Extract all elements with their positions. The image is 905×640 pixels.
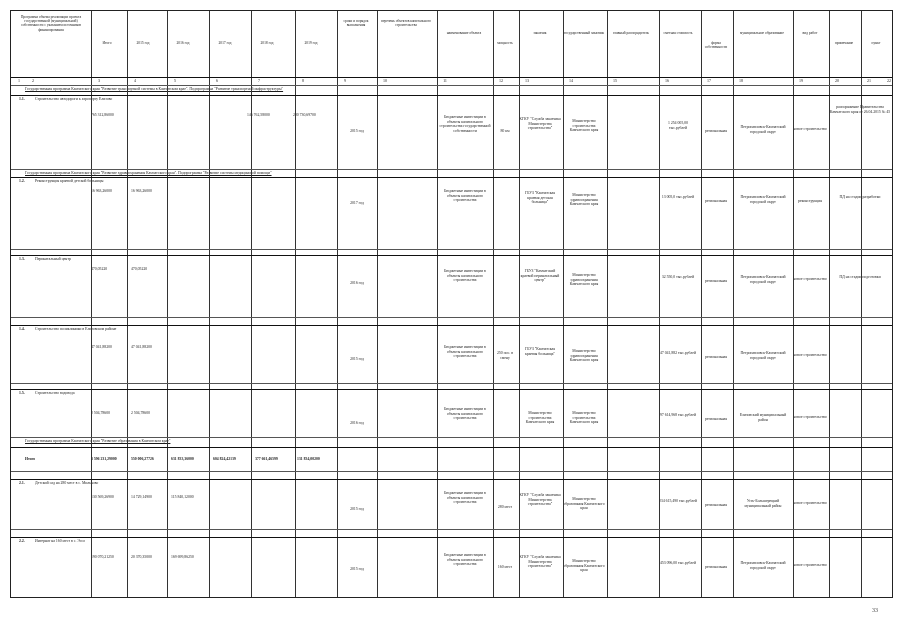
totals-2016: 631 833,36000 xyxy=(171,457,194,461)
row-rule xyxy=(11,437,892,438)
cell-what: Бюджетные инвестиции в объекты капитального строительства xyxy=(444,345,486,359)
header-col-2018: 2018 год xyxy=(260,41,274,45)
column-rule xyxy=(793,11,794,597)
cell-customer: КГКУ "Служба заказчика Министерства строительства" xyxy=(519,493,561,507)
header-col-work-type: вид работ xyxy=(802,31,818,35)
cell-customer: ГБУЗ "Камчатская краевая больница" xyxy=(525,347,555,356)
header-col-2019: 2019 год xyxy=(304,41,318,45)
header-col-power: мощность xyxy=(497,41,513,45)
header-col-state-customer: государственный заказчик xyxy=(563,31,605,35)
cell-mo: Петропавловск-Камчатский городской округ xyxy=(740,275,786,284)
row-rule xyxy=(11,77,892,78)
column-rule xyxy=(377,11,378,597)
cell-note: ПД на стадии подготовки xyxy=(839,275,881,279)
row-name: Строительство автодороги к аэропорту Елизово xyxy=(35,97,113,101)
row-name: Строительство водовода xyxy=(35,391,75,395)
cell-ministry: Министерство образования Камчатского края xyxy=(563,559,605,573)
row-rule xyxy=(11,85,892,86)
row-number: 1.5. xyxy=(19,391,25,395)
cell-customer: Министерство строительства Камчатского края xyxy=(525,411,555,425)
column-number: 22 xyxy=(887,78,891,83)
column-number: 14 xyxy=(569,78,573,83)
row-rule xyxy=(11,95,892,96)
header-col-schedule: сроки и порядок выполнения xyxy=(343,19,369,28)
column-number: 20 xyxy=(835,78,839,83)
row-rule xyxy=(11,317,892,318)
cell-kind: новое строительство xyxy=(793,415,827,419)
totals-2018: 377 661,46599 xyxy=(255,457,278,461)
cell-2015: 2 504,78600 xyxy=(131,411,150,415)
column-rule xyxy=(127,11,128,597)
column-number: 15 xyxy=(613,78,617,83)
column-number: 12 xyxy=(499,78,503,83)
row-name: Детский сад на 280 мест в с. Мильково xyxy=(35,481,99,485)
cell-ministry: Министерство здравоохранения Камчатского края xyxy=(569,349,599,363)
cell-form: региональная xyxy=(705,279,727,283)
cell-note: распоряжение Правительства Камчатского края от 26.04.2015 № 45 xyxy=(829,105,891,114)
column-rule xyxy=(251,11,252,597)
row-name: Реконструкция краевой детской больницы xyxy=(35,179,104,183)
column-rule xyxy=(607,11,608,597)
cell-year: 2016 год xyxy=(350,421,364,425)
cell-2016: 169 699,86250 xyxy=(171,555,194,559)
row-rule xyxy=(11,383,892,384)
column-number: 16 xyxy=(665,78,669,83)
cell-year: 2015 год xyxy=(350,567,364,571)
cell-total: 47 041,88200 xyxy=(91,345,112,349)
cell-power: 280 мест xyxy=(497,505,513,509)
cell-year: 2017 год xyxy=(350,201,364,205)
row-number: 1.4. xyxy=(19,327,25,331)
column-rule xyxy=(167,11,168,597)
column-number: 5 xyxy=(174,78,176,83)
cell-customer: ГБУЗ "Камчатская краевая детская больница" xyxy=(525,191,555,205)
header-col-total: Итого xyxy=(102,41,112,45)
cell-ministry: Министерство здравоохранения Камчатского края xyxy=(569,273,599,287)
cell-mo: Петропавловск-Камчатский городской округ xyxy=(740,351,786,360)
cell-total: 130 569,26900 xyxy=(91,495,114,499)
section-title: Государственная программа Камчатского края "Развитие транспортной системы в Камчатском крае". Подпрограмма "Развитие транспортной инфраструктуры" xyxy=(25,87,284,91)
cell-2016: 115 840,12000 xyxy=(171,495,194,499)
column-rule xyxy=(519,11,520,597)
cell-ministry: Министерство строительства Камчатского края xyxy=(569,119,599,133)
cell-form: региональная xyxy=(705,565,727,569)
cell-2016: 16 963,26000 xyxy=(131,189,152,193)
row-number: 1.2. xyxy=(19,179,25,183)
row-number: 1.3. xyxy=(19,257,25,261)
cell-form: региональная xyxy=(705,129,727,133)
row-rule xyxy=(11,255,892,256)
cell-customer: КГКУ "Служба заказчика Министерства строительства" xyxy=(519,117,561,131)
header-col-ownership: форма собственности xyxy=(704,41,728,50)
header-col-main-manager: главный распорядитель xyxy=(612,31,650,35)
section-title: Государственная программа Камчатского края "Развитие образования в Камчатском крае" xyxy=(25,439,171,443)
cell-form: региональная xyxy=(705,355,727,359)
totals-total: 3 596 231,29000 xyxy=(91,457,117,461)
cell-cost: 234 615,490 тыс.рублей xyxy=(659,499,697,503)
section-title: Государственная программа Камчатского края "Развитие здравоохранения Камчатского края". Подпрограмма "Развитие системы медицинской помощи" xyxy=(25,171,272,175)
cell-total: 470,05220 xyxy=(91,267,108,271)
cell-ministry: Министерство образования Камчатского края xyxy=(563,497,605,511)
cell-kind: новое строительство xyxy=(793,277,827,281)
header-col-cost: сметная стоимость xyxy=(663,31,693,35)
header-col-2017: 2017 год xyxy=(218,41,232,45)
cell-kind: новое строительство xyxy=(793,127,827,131)
cell-cost: 97 614,968 тыс.рублей xyxy=(659,413,697,417)
cell-2015: 470,05220 xyxy=(131,267,148,271)
header-col-2016: 2016 год xyxy=(176,41,190,45)
column-number: 1 xyxy=(18,78,20,83)
column-rule xyxy=(861,11,862,597)
column-number: 9 xyxy=(344,78,346,83)
column-rule xyxy=(493,11,494,597)
column-rule xyxy=(701,11,702,597)
column-number: 18 xyxy=(739,78,743,83)
page-number: 33 xyxy=(872,608,878,614)
cell-total: 190 070,21250 xyxy=(91,555,114,559)
column-rule xyxy=(209,11,210,597)
cell-year: 2015 год xyxy=(350,129,364,133)
cell-power: 80 км xyxy=(500,129,510,133)
totals-2015: 550 006,27726 xyxy=(131,457,154,461)
header-col-note: примечание xyxy=(834,41,854,45)
row-rule xyxy=(11,325,892,326)
totals-2017: 604 824,42139 xyxy=(213,457,236,461)
column-rule xyxy=(437,11,438,597)
cell-2018: 146 762,58000 xyxy=(247,113,270,117)
cell-year: 2016 год xyxy=(350,281,364,285)
column-rule xyxy=(295,11,296,597)
column-number: 6 xyxy=(216,78,218,83)
cell-mo: Петропавловск-Камчатский городской округ xyxy=(740,561,786,570)
row-rule xyxy=(11,537,892,538)
cell-total: 2 504,78600 xyxy=(91,411,110,415)
cell-form: региональная xyxy=(705,199,727,203)
cell-year: 2015 год xyxy=(350,357,364,361)
row-number: 1.1. xyxy=(19,97,25,101)
cell-what: Бюджетные инвестиции в объекты капитального строительства xyxy=(444,407,486,421)
header-col-item: пункт xyxy=(871,41,881,45)
cell-mo: Петропавловск-Камчатский городской округ xyxy=(740,195,786,204)
cell-form: региональная xyxy=(705,503,727,507)
header-col-object-name: наименование объекта xyxy=(446,31,482,35)
cell-what: Бюджетные инвестиции в объекты капитального строительства xyxy=(444,491,486,505)
column-number: 21 xyxy=(867,78,871,83)
row-rule xyxy=(11,177,892,178)
cell-mo: Елизовский муниципальный район xyxy=(739,413,787,422)
cell-kind: новое строительство xyxy=(793,501,827,505)
cell-customer: ГБУЗ "Камчатский краевой перинатальный центр" xyxy=(520,269,560,283)
row-rule xyxy=(11,169,892,170)
cell-kind: реконструкция xyxy=(798,199,822,203)
cell-year: 2015 год xyxy=(350,507,364,511)
cell-2019: 280 730,69700 xyxy=(293,113,316,117)
column-number: 8 xyxy=(302,78,304,83)
cell-cost: 47 041,882 тыс.рублей xyxy=(659,351,697,355)
column-number: 19 xyxy=(799,78,803,83)
row-rule xyxy=(11,447,892,448)
column-number: 13 xyxy=(525,78,529,83)
cell-2015: 14 729,14900 xyxy=(131,495,152,499)
column-number: 11 xyxy=(443,78,447,83)
header-col-objects: перечень объектов капитального строительства xyxy=(381,19,431,28)
row-name: Перинатальный центр xyxy=(35,257,71,261)
cell-what: Бюджетные инвестиции в объекты капитального строительства xyxy=(444,269,486,283)
column-number: 2 xyxy=(32,78,34,83)
cell-mo: Петропавловск-Камчатский городской округ xyxy=(740,125,786,134)
header-col-municipality: муниципальное образование xyxy=(740,31,784,35)
cell-form: региональная xyxy=(705,417,727,421)
column-rule xyxy=(91,11,92,597)
row-rule xyxy=(11,389,892,390)
cell-power: 160 мест xyxy=(497,565,513,569)
column-number: 10 xyxy=(383,78,387,83)
column-number: 3 xyxy=(98,78,100,83)
header-col-customer: заказчик xyxy=(533,31,547,35)
cell-total: 16 963,26000 xyxy=(91,189,112,193)
column-rule xyxy=(659,11,660,597)
cell-mo: Усть-Большерецкий муниципальный район xyxy=(744,499,782,508)
column-rule xyxy=(337,11,338,597)
investment-table xyxy=(10,10,893,598)
cell-cost: 453 096,00 тыс.рублей xyxy=(659,561,697,565)
row-rule xyxy=(11,529,892,530)
cell-cost: 13 005,0 тыс.рублей xyxy=(661,195,695,199)
cell-kind: новое строительство xyxy=(793,353,827,357)
row-number: 2.1. xyxy=(19,481,25,485)
cell-ministry: Министерство строительства Камчатского края xyxy=(569,411,599,425)
cell-what: Бюджетные инвестиции в объекты капитального строительства xyxy=(444,553,486,567)
column-rule xyxy=(829,11,830,597)
cell-total: 765 312,86000 xyxy=(91,113,114,117)
row-rule xyxy=(11,479,892,480)
cell-cost: 32 550,0 тыс.рублей xyxy=(661,275,695,279)
cell-customer: КГКУ "Служба заказчика Министерства строительства" xyxy=(519,555,561,569)
cell-what: Бюджетные инвестиции в объекты капитального строительства xyxy=(444,189,486,203)
cell-note: ПД на стадии разработки xyxy=(839,195,881,199)
row-name: Строительство поликлиники в Елизовском районе xyxy=(35,327,117,331)
totals-2019: 131 834,00200 xyxy=(297,457,320,461)
cell-cost: 1 254 005,00 тыс.рублей xyxy=(668,121,688,130)
cell-2015: 47 041,88200 xyxy=(131,345,152,349)
row-name: Интернат на 160 мест в с. Эссо xyxy=(35,539,86,543)
header-col-program: Программа объема реализации проекта государственной (муниципальной) собственности с указанием источников финансирования xyxy=(20,15,82,32)
cell-ministry: Министерство здравоохранения Камчатского края xyxy=(569,193,599,207)
column-number: 4 xyxy=(134,78,136,83)
cell-kind: новое строительство xyxy=(793,563,827,567)
column-number: 7 xyxy=(258,78,260,83)
cell-2015: 20 370,35000 xyxy=(131,555,152,559)
row-rule xyxy=(11,471,892,472)
cell-what: Бюджетные инвестиции в объекты капитального строительства государственной собственности xyxy=(439,115,491,133)
column-number: 17 xyxy=(707,78,711,83)
cell-power: 250 пос. в смену xyxy=(496,351,514,360)
row-rule xyxy=(11,249,892,250)
column-rule xyxy=(733,11,734,597)
totals-label: Итого xyxy=(25,457,36,461)
column-rule xyxy=(563,11,564,597)
header-col-2015: 2015 год xyxy=(136,41,150,45)
row-number: 2.2. xyxy=(19,539,25,543)
